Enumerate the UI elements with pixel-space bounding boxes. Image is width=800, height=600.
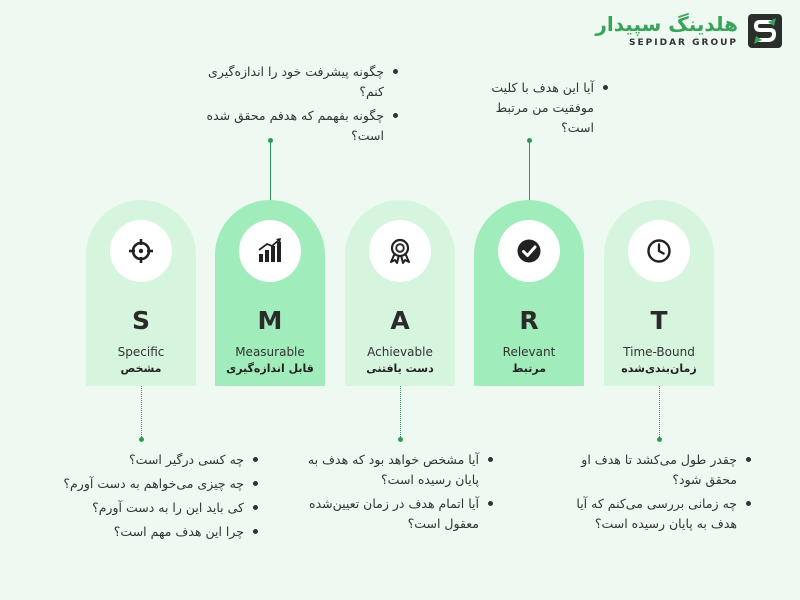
brand-logo — [582, 12, 782, 52]
card-measurable — [215, 200, 325, 386]
connector-line — [400, 386, 401, 439]
card-label-en: Achievable — [367, 345, 433, 359]
card-label-fa: دست یافتنی — [366, 362, 434, 375]
icon-circle — [628, 220, 690, 282]
question-item: آیا اتمام هدف در زمان تعیین‌شده معقول است؟ — [290, 494, 495, 534]
connector-dot — [398, 437, 403, 442]
icon-circle — [498, 220, 560, 282]
question-item: چگونه بفهمم که هدفم محقق شده است؟ — [185, 106, 400, 146]
card-label-en: Time-Bound — [623, 345, 695, 359]
clock-icon — [646, 238, 672, 264]
award-icon — [387, 238, 413, 264]
question-item: کی باید این را به دست آورم؟ — [60, 498, 260, 518]
brand-name-en: SEPIDAR GROUP — [629, 38, 738, 48]
card-label-en: Specific — [117, 345, 165, 359]
question-item: آیا این هدف با کلیت موفقیت من مرتبط است؟ — [470, 78, 610, 138]
connector-line — [270, 141, 271, 200]
card-relevant — [474, 200, 584, 386]
card-label-en: Relevant — [502, 345, 556, 359]
question-item: چگونه پیشرفت خود را اندازه‌گیری کنم؟ — [185, 62, 400, 102]
check-circle-icon — [516, 238, 542, 264]
brand-name-fa: هلدینگ سپیدار — [595, 12, 738, 36]
measurable-questions — [185, 62, 400, 150]
connector-line — [529, 141, 530, 200]
card-letter: A — [390, 306, 410, 335]
achievable-questions — [290, 450, 495, 538]
question-item: چه کسی درگیر است؟ — [60, 450, 260, 470]
card-label-en: Measurable — [235, 345, 305, 359]
connector-line — [141, 386, 142, 439]
crosshair-icon — [128, 238, 154, 264]
connector-line — [659, 386, 660, 439]
timebound-questions — [548, 450, 753, 538]
card-specific — [86, 200, 196, 386]
icon-circle — [110, 220, 172, 282]
question-item: چه زمانی بررسی می‌کنم که آیا هدف به پایان رسیده است؟ — [548, 494, 753, 534]
sepidar-logo-icon — [748, 14, 782, 48]
card-label-fa: قابل اندازه‌گیری — [226, 362, 314, 375]
relevant-questions — [470, 78, 610, 142]
specific-questions — [60, 450, 260, 546]
icon-circle — [369, 220, 431, 282]
card-label-fa: مشخص — [120, 362, 162, 375]
question-item: چرا این هدف مهم است؟ — [60, 522, 260, 542]
card-letter: M — [257, 306, 283, 335]
question-item: چه چیزی می‌خواهم به دست آورم؟ — [60, 474, 260, 494]
card-label-fa: مرتبط — [511, 362, 547, 375]
card-achievable — [345, 200, 455, 386]
card-letter: R — [519, 306, 539, 335]
bar-chart-icon — [257, 238, 283, 264]
connector-dot — [139, 437, 144, 442]
question-item: چقدر طول می‌کشد تا هدف او محقق شود؟ — [548, 450, 753, 490]
icon-circle — [239, 220, 301, 282]
card-letter: T — [650, 306, 668, 335]
connector-dot — [657, 437, 662, 442]
card-label-fa: زمان‌بندی‌شده — [621, 362, 697, 375]
card-letter: S — [131, 306, 150, 335]
card-timebound — [604, 200, 714, 386]
question-item: آیا مشخص خواهد بود که هدف به پایان رسیده است؟ — [290, 450, 495, 490]
